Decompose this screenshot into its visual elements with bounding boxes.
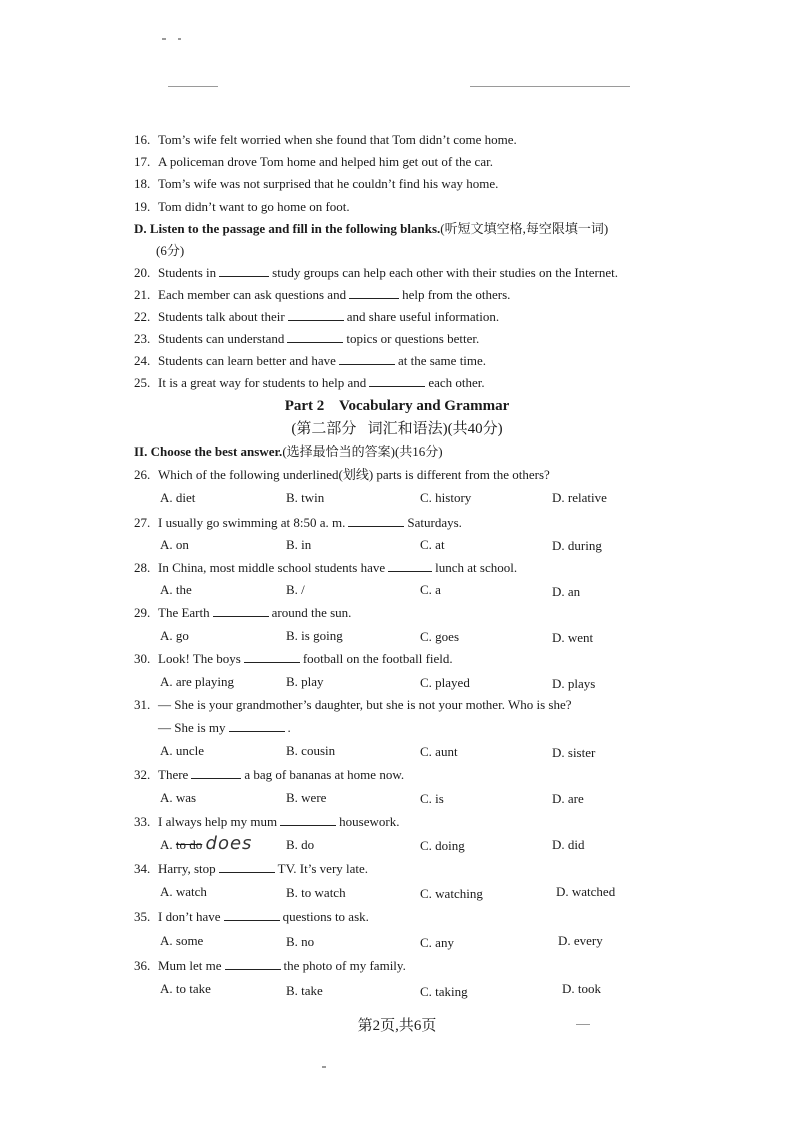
question-number: 26. xyxy=(134,467,151,482)
fill-pre: Students can learn better and have xyxy=(158,353,336,368)
option-b[interactable]: B. to watch xyxy=(286,885,346,900)
scan-mark xyxy=(178,38,181,40)
question-number: 31. xyxy=(134,697,151,712)
question-post: questions to ask. xyxy=(282,909,369,924)
question-post: Saturdays. xyxy=(407,515,462,530)
answer-blank[interactable] xyxy=(225,957,281,970)
option-b[interactable]: B. / xyxy=(286,582,305,597)
statement-text: Tom’s wife felt worried when she found that Tom didn’t come home. xyxy=(158,132,517,147)
option-d[interactable]: D. sister xyxy=(552,745,596,760)
option-d[interactable]: D. did xyxy=(552,837,585,852)
answer-blank[interactable] xyxy=(229,719,285,732)
option-b[interactable]: B. play xyxy=(286,674,324,689)
statement-17 xyxy=(134,153,493,171)
question-pre: Look! The boys xyxy=(158,651,241,666)
question-number: 34. xyxy=(134,861,151,876)
statement-16 xyxy=(134,131,517,149)
option-a[interactable] xyxy=(160,835,252,854)
fill-pre: Students talk about their xyxy=(158,309,285,324)
option-d[interactable]: D. every xyxy=(558,933,603,948)
answer-blank[interactable] xyxy=(224,908,280,921)
option-a[interactable]: A. watch xyxy=(160,884,207,899)
answer-blank[interactable] xyxy=(219,860,275,873)
section-ii-heading xyxy=(134,443,443,461)
answer-blank[interactable] xyxy=(339,352,395,365)
fill-pre: Each member can ask questions and xyxy=(158,287,347,302)
statement-18 xyxy=(134,175,498,193)
section-d-points xyxy=(156,242,184,260)
option-c[interactable]: C. at xyxy=(420,537,445,552)
statement-text: Tom didn’t want to go home on foot. xyxy=(158,199,350,214)
option-b[interactable]: B. is going xyxy=(286,628,343,643)
option-a[interactable]: A. on xyxy=(160,537,189,552)
fill-post: at the same time. xyxy=(397,353,487,368)
option-a[interactable]: A. are playing xyxy=(160,674,235,689)
question-number: 27. xyxy=(134,515,151,530)
option-a[interactable]: A. the xyxy=(160,582,192,597)
answer-blank[interactable] xyxy=(349,286,399,299)
option-c[interactable]: C. a xyxy=(420,582,441,597)
question-number: 22. xyxy=(134,309,151,324)
question-number: 36. xyxy=(134,958,151,973)
question-post: football on the football field. xyxy=(302,651,453,666)
fill-pre: It is a great way for students to help and xyxy=(158,375,367,390)
question-33 xyxy=(134,813,399,831)
answer-blank[interactable] xyxy=(388,559,432,572)
handwritten-answer: does xyxy=(205,833,253,854)
fill-pre: Students in xyxy=(158,265,217,280)
question-number: 16. xyxy=(134,132,151,147)
option-c[interactable]: C. is xyxy=(420,791,444,806)
section-heading-cn: (选择最恰当的答案)(共16分) xyxy=(282,444,443,459)
question-pre: I always help my mum xyxy=(158,814,278,829)
statement-text: Tom’s wife was not surprised that he couldn’t find his way home. xyxy=(158,176,499,191)
question-pre: There xyxy=(158,767,189,782)
section-heading-text: D. Listen to the passage and fill in the following blanks. xyxy=(134,221,441,236)
question-post: around the sun. xyxy=(271,605,352,620)
answer-blank[interactable] xyxy=(191,766,241,779)
question-number: 19. xyxy=(134,199,151,214)
question-pre: I usually go swimming at 8:50 a. m. xyxy=(158,515,346,530)
question-post: . xyxy=(287,720,291,735)
question-number: 21. xyxy=(134,287,151,302)
fill-24 xyxy=(134,352,486,370)
fill-post: study groups can help each other with their studies on the Internet. xyxy=(272,265,619,280)
scan-mark xyxy=(470,86,630,87)
option-c[interactable]: C. history xyxy=(420,490,472,505)
option-b[interactable]: B. do xyxy=(286,837,315,852)
question-30 xyxy=(134,650,453,668)
option-b[interactable]: B. cousin xyxy=(286,743,336,758)
fill-21 xyxy=(134,286,510,304)
section-d-heading xyxy=(134,220,608,238)
question-stem: — She is your grandmother’s daughter, but she is not your mother. Who is she? xyxy=(158,697,572,712)
option-a[interactable]: A. was xyxy=(160,790,197,805)
question-27 xyxy=(134,514,462,532)
option-a[interactable]: A. to take xyxy=(160,981,211,996)
question-34 xyxy=(134,860,368,878)
option-d[interactable]: D. are xyxy=(552,791,584,806)
question-number: 32. xyxy=(134,767,151,782)
option-a[interactable]: A. some xyxy=(160,933,204,948)
question-pre: Mum let me xyxy=(158,958,222,973)
option-b[interactable]: B. twin xyxy=(286,490,325,505)
question-pre: I don’t have xyxy=(158,909,221,924)
answer-blank[interactable] xyxy=(213,604,269,617)
question-31 xyxy=(134,696,572,714)
option-c[interactable]: C. watching xyxy=(420,886,483,901)
fill-post: and share useful information. xyxy=(346,309,500,324)
section-heading-cn: (听短文填空格,每空限填一词) xyxy=(440,221,609,236)
answer-blank[interactable] xyxy=(287,330,343,343)
fill-post: topics or questions better. xyxy=(346,331,480,346)
question-number: 24. xyxy=(134,353,151,368)
option-c[interactable]: C. played xyxy=(420,675,470,690)
struck-text: to do xyxy=(175,837,203,852)
answer-blank[interactable] xyxy=(348,514,404,527)
answer-blank[interactable] xyxy=(219,264,269,277)
part2-title: Part 2 Vocabulary and Grammar xyxy=(284,398,510,414)
question-28 xyxy=(134,559,517,577)
question-number: 29. xyxy=(134,605,151,620)
option-label: A. xyxy=(160,837,173,852)
question-number: 20. xyxy=(134,265,151,280)
option-b[interactable]: B. in xyxy=(286,537,312,552)
fill-20 xyxy=(134,264,618,282)
question-stem: Which of the following underlined(划线) parts is different from the others? xyxy=(158,467,550,482)
option-d[interactable]: D. took xyxy=(562,981,601,996)
option-d[interactable]: D. an xyxy=(552,584,581,599)
question-36 xyxy=(134,957,406,975)
section-heading-text: II. Choose the best answer. xyxy=(134,444,283,459)
option-b[interactable]: B. were xyxy=(286,790,327,805)
option-d[interactable]: D. relative xyxy=(552,490,607,505)
fill-post: help from the others. xyxy=(402,287,511,302)
fill-22 xyxy=(134,308,499,326)
answer-blank[interactable] xyxy=(288,308,344,321)
answer-blank[interactable] xyxy=(280,813,336,826)
option-b[interactable]: B. no xyxy=(286,934,315,949)
option-d[interactable]: D. plays xyxy=(552,676,596,691)
question-post: a bag of bananas at home now. xyxy=(244,767,405,782)
question-pre: The Earth xyxy=(158,605,210,620)
question-number: 33. xyxy=(134,814,151,829)
option-c[interactable]: C. any xyxy=(420,935,454,950)
question-32 xyxy=(134,766,404,784)
answer-blank[interactable] xyxy=(244,650,300,663)
fill-25 xyxy=(134,374,485,392)
question-post: the photo of my family. xyxy=(283,958,406,973)
question-number: 25. xyxy=(134,375,151,390)
option-d[interactable]: D. went xyxy=(552,630,594,645)
scan-mark xyxy=(322,1066,326,1068)
page-footer: 第2页,共6页 xyxy=(357,1018,437,1034)
question-number: 35. xyxy=(134,909,151,924)
question-26 xyxy=(134,466,550,484)
question-number: 28. xyxy=(134,560,151,575)
question-pre: Harry, stop xyxy=(158,861,216,876)
option-c[interactable]: C. doing xyxy=(420,838,465,853)
question-29 xyxy=(134,604,351,622)
option-d[interactable]: D. during xyxy=(552,538,602,553)
question-31-reply xyxy=(158,719,291,737)
question-number: 18. xyxy=(134,176,151,191)
option-a[interactable]: A. go xyxy=(160,628,189,643)
option-b[interactable]: B. take xyxy=(286,983,323,998)
option-a[interactable]: A. uncle xyxy=(160,743,205,758)
question-35 xyxy=(134,908,369,926)
scan-mark xyxy=(162,38,166,40)
part2-subtitle: (第二部分 词汇和语法)(共40分) xyxy=(291,421,503,437)
option-c[interactable]: C. aunt xyxy=(420,744,458,759)
question-post: TV. It’s very late. xyxy=(277,861,369,876)
question-number: 23. xyxy=(134,331,151,346)
option-c[interactable]: C. goes xyxy=(420,629,459,644)
question-pre: In China, most middle school students have xyxy=(158,560,386,575)
question-post: lunch at school. xyxy=(435,560,518,575)
question-pre: — She is my xyxy=(158,720,226,735)
points-text: (6分) xyxy=(156,243,185,258)
statement-text: A policeman drove Tom home and helped him get out of the car. xyxy=(158,154,493,169)
option-c[interactable]: C. taking xyxy=(420,984,468,999)
fill-post: each other. xyxy=(428,375,485,390)
option-a[interactable]: A. diet xyxy=(160,490,196,505)
question-post: housework. xyxy=(339,814,400,829)
scan-mark xyxy=(576,1024,590,1025)
question-number: 17. xyxy=(134,154,151,169)
scan-mark xyxy=(168,86,218,87)
answer-blank[interactable] xyxy=(369,374,425,387)
option-d[interactable]: D. watched xyxy=(556,884,616,899)
fill-23 xyxy=(134,330,479,348)
question-number: 30. xyxy=(134,651,151,666)
fill-pre: Students can understand xyxy=(158,331,285,346)
statement-19 xyxy=(134,198,350,216)
